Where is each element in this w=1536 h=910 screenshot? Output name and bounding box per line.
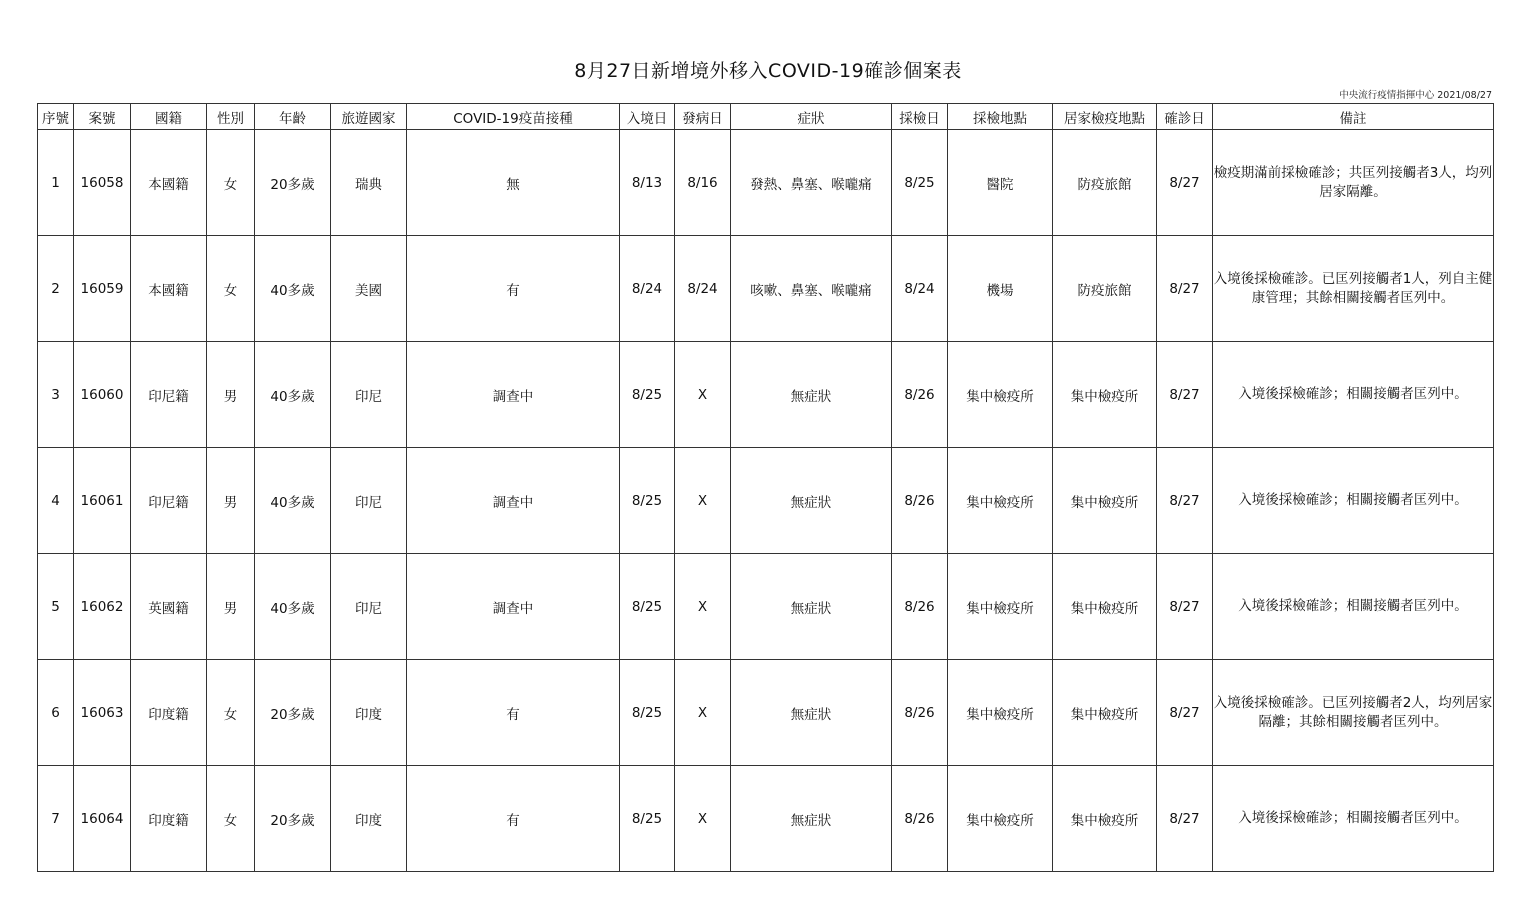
column-header-symptoms: 症狀 [731, 104, 892, 130]
column-header-quarantine-location: 居家檢疫地點 [1053, 104, 1157, 130]
cell-nationality: 本國籍 [131, 130, 207, 236]
cell-entry-date: 8/24 [620, 236, 675, 342]
cell-notes: 檢疫期滿前採檢確診；共匡列接觸者3人，均列居家隔離。 [1213, 130, 1494, 236]
column-header-entry-date: 入境日 [620, 104, 675, 130]
column-header-notes: 備註 [1213, 104, 1494, 130]
cell-seq: 6 [38, 660, 74, 766]
cell-seq: 2 [38, 236, 74, 342]
cell-age: 20多歲 [255, 766, 331, 872]
cell-nationality: 印尼籍 [131, 342, 207, 448]
cell-travel-country: 印尼 [331, 448, 407, 554]
cell-entry-date: 8/25 [620, 342, 675, 448]
table-row [38, 448, 1494, 554]
cell-seq: 7 [38, 766, 74, 872]
column-header-vaccination: COVID-19疫苗接種 [407, 104, 620, 130]
column-header-case-no: 案號 [74, 104, 131, 130]
column-header-test-date: 採檢日 [892, 104, 948, 130]
cell-age: 40多歲 [255, 342, 331, 448]
cell-quarantine-location: 防疫旅館 [1053, 130, 1157, 236]
cell-test-date: 8/26 [892, 766, 948, 872]
cell-seq: 3 [38, 342, 74, 448]
cell-case-no: 16060 [74, 342, 131, 448]
cell-notes: 入境後採檢確診。已匡列接觸者2人，均列居家隔離；其餘相關接觸者匡列中。 [1213, 660, 1494, 766]
cell-confirm-date: 8/27 [1157, 660, 1213, 766]
cell-sex: 男 [207, 342, 255, 448]
page-title: 8月27日新增境外移入COVID-19確診個案表 [574, 60, 962, 82]
cell-test-date: 8/26 [892, 660, 948, 766]
cell-travel-country: 美國 [331, 236, 407, 342]
cell-travel-country: 印尼 [331, 342, 407, 448]
cell-seq: 4 [38, 448, 74, 554]
cell-age: 20多歲 [255, 130, 331, 236]
column-header-nationality: 國籍 [131, 104, 207, 130]
cell-entry-date: 8/25 [620, 766, 675, 872]
cell-quarantine-location: 集中檢疫所 [1053, 766, 1157, 872]
cell-vaccination: 調查中 [407, 342, 620, 448]
cell-case-no: 16063 [74, 660, 131, 766]
cell-nationality: 印度籍 [131, 660, 207, 766]
column-header-confirm-date: 確診日 [1157, 104, 1213, 130]
cell-age: 40多歲 [255, 236, 331, 342]
cell-test-location: 集中檢疫所 [948, 660, 1053, 766]
cell-travel-country: 印尼 [331, 554, 407, 660]
column-header-test-location: 採檢地點 [948, 104, 1053, 130]
table-row [38, 766, 1494, 872]
cell-quarantine-location: 集中檢疫所 [1053, 554, 1157, 660]
cell-travel-country: 印度 [331, 766, 407, 872]
cell-symptoms: 咳嗽、鼻塞、喉嚨痛 [731, 236, 892, 342]
cell-travel-country: 瑞典 [331, 130, 407, 236]
cell-notes: 入境後採檢確診；相關接觸者匡列中。 [1213, 554, 1494, 660]
cell-case-no: 16061 [74, 448, 131, 554]
cell-vaccination: 有 [407, 766, 620, 872]
cell-onset-date: X [675, 660, 731, 766]
cell-confirm-date: 8/27 [1157, 554, 1213, 660]
cell-test-date: 8/26 [892, 554, 948, 660]
cell-onset-date: 8/16 [675, 130, 731, 236]
cell-symptoms: 發熱、鼻塞、喉嚨痛 [731, 130, 892, 236]
cell-age: 20多歲 [255, 660, 331, 766]
cell-symptoms: 無症狀 [731, 342, 892, 448]
cell-test-date: 8/24 [892, 236, 948, 342]
cell-nationality: 印度籍 [131, 766, 207, 872]
cell-quarantine-location: 集中檢疫所 [1053, 448, 1157, 554]
cell-confirm-date: 8/27 [1157, 236, 1213, 342]
table-row [38, 236, 1494, 342]
cell-vaccination: 調查中 [407, 448, 620, 554]
cell-nationality: 本國籍 [131, 236, 207, 342]
cell-test-date: 8/26 [892, 342, 948, 448]
cell-test-date: 8/25 [892, 130, 948, 236]
cell-confirm-date: 8/27 [1157, 766, 1213, 872]
cell-test-location: 機場 [948, 236, 1053, 342]
cell-notes: 入境後採檢確診；相關接觸者匡列中。 [1213, 448, 1494, 554]
cell-symptoms: 無症狀 [731, 554, 892, 660]
cell-test-location: 集中檢疫所 [948, 448, 1053, 554]
cell-sex: 女 [207, 236, 255, 342]
cell-nationality: 印尼籍 [131, 448, 207, 554]
column-header-seq: 序號 [38, 104, 74, 130]
cell-notes: 入境後採檢確診；相關接觸者匡列中。 [1213, 342, 1494, 448]
cell-entry-date: 8/25 [620, 660, 675, 766]
cell-entry-date: 8/25 [620, 448, 675, 554]
cell-sex: 女 [207, 766, 255, 872]
cell-confirm-date: 8/27 [1157, 130, 1213, 236]
column-header-age: 年齡 [255, 104, 331, 130]
table-row [38, 554, 1494, 660]
cell-onset-date: X [675, 766, 731, 872]
cell-vaccination: 無 [407, 130, 620, 236]
cell-symptoms: 無症狀 [731, 448, 892, 554]
cell-onset-date: X [675, 448, 731, 554]
cell-nationality: 英國籍 [131, 554, 207, 660]
table-row [38, 660, 1494, 766]
table-row [38, 342, 1494, 448]
cell-onset-date: 8/24 [675, 236, 731, 342]
column-header-travel-country: 旅遊國家 [331, 104, 407, 130]
cell-age: 40多歲 [255, 554, 331, 660]
cell-sex: 女 [207, 130, 255, 236]
cell-case-no: 16058 [74, 130, 131, 236]
cell-symptoms: 無症狀 [731, 766, 892, 872]
cell-onset-date: X [675, 554, 731, 660]
source-note: 中央流行疫情指揮中心 2021/08/27 [1339, 90, 1492, 101]
cell-notes: 入境後採檢確診；相關接觸者匡列中。 [1213, 766, 1494, 872]
cell-symptoms: 無症狀 [731, 660, 892, 766]
cell-quarantine-location: 集中檢疫所 [1053, 660, 1157, 766]
cell-sex: 男 [207, 554, 255, 660]
cell-quarantine-location: 集中檢疫所 [1053, 342, 1157, 448]
cell-test-location: 集中檢疫所 [948, 554, 1053, 660]
cell-confirm-date: 8/27 [1157, 342, 1213, 448]
cell-entry-date: 8/13 [620, 130, 675, 236]
cell-travel-country: 印度 [331, 660, 407, 766]
cell-age: 40多歲 [255, 448, 331, 554]
cell-vaccination: 有 [407, 236, 620, 342]
cell-quarantine-location: 防疫旅館 [1053, 236, 1157, 342]
cell-test-date: 8/26 [892, 448, 948, 554]
cell-vaccination: 調查中 [407, 554, 620, 660]
cell-onset-date: X [675, 342, 731, 448]
cell-test-location: 集中檢疫所 [948, 766, 1053, 872]
table-row [38, 130, 1494, 236]
column-header-sex: 性別 [207, 104, 255, 130]
cases-table [37, 103, 1494, 872]
cell-test-location: 醫院 [948, 130, 1053, 236]
column-header-onset-date: 發病日 [675, 104, 731, 130]
cell-seq: 5 [38, 554, 74, 660]
cell-test-location: 集中檢疫所 [948, 342, 1053, 448]
cell-sex: 女 [207, 660, 255, 766]
cell-notes: 入境後採檢確診。已匡列接觸者1人，列自主健康管理；其餘相關接觸者匡列中。 [1213, 236, 1494, 342]
cell-sex: 男 [207, 448, 255, 554]
cell-case-no: 16059 [74, 236, 131, 342]
cell-seq: 1 [38, 130, 74, 236]
cell-entry-date: 8/25 [620, 554, 675, 660]
table-header-row [38, 104, 1494, 130]
cell-case-no: 16062 [74, 554, 131, 660]
cell-vaccination: 有 [407, 660, 620, 766]
cell-case-no: 16064 [74, 766, 131, 872]
cell-confirm-date: 8/27 [1157, 448, 1213, 554]
